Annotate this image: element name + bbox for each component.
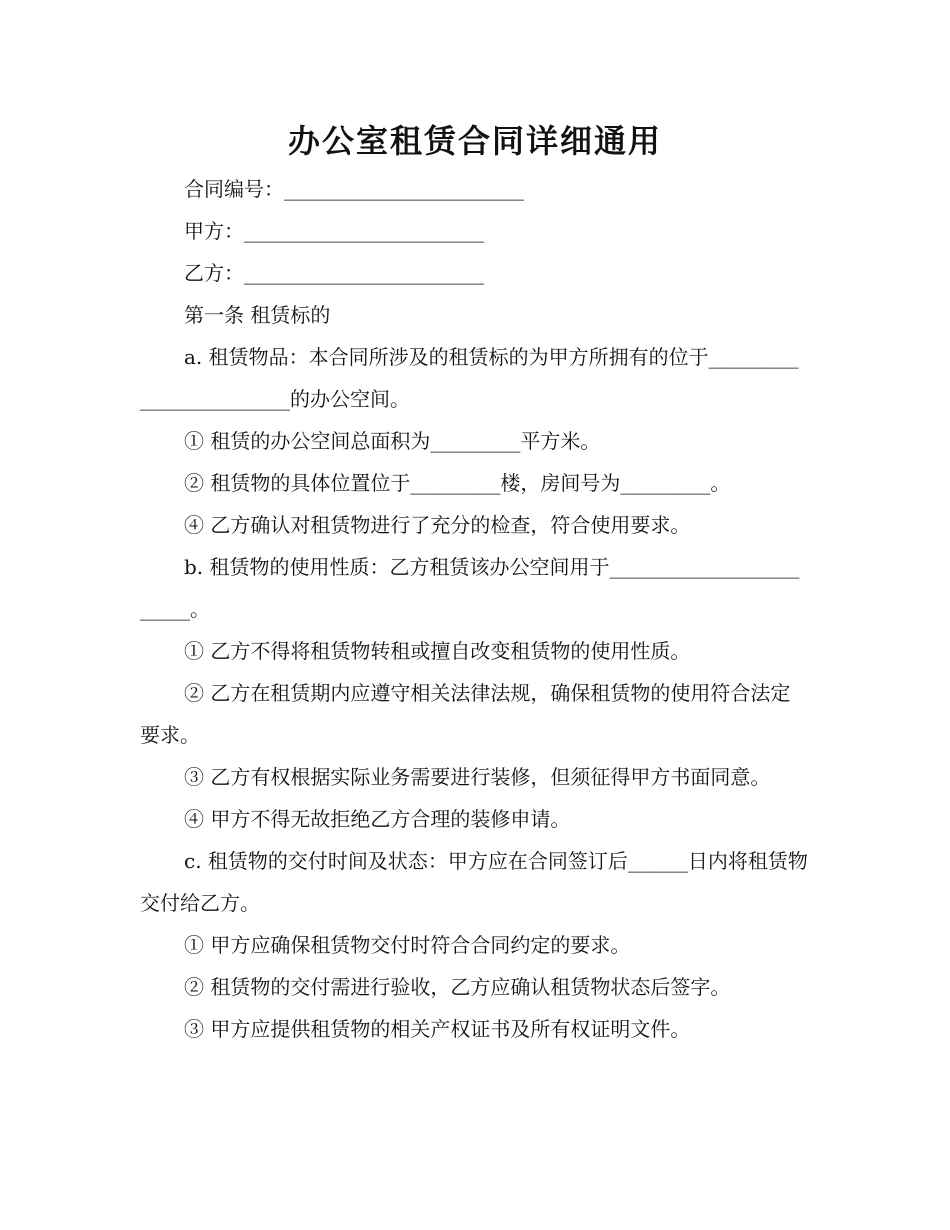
- clause-c-item-2: ② 租赁物的交付需进行验收，乙方应确认租赁物状态后签字。: [184, 975, 731, 999]
- clause-a: a. 租赁物品：本合同所涉及的租赁标的为甲方所拥有的位于________________________的办公空间。: [140, 345, 799, 411]
- clause-a-item-1: ① 租赁的办公空间总面积为_________平方米。: [184, 429, 601, 453]
- clause-b-item-2: ② 乙方在租赁期内应遵守相关法律法规，确保租赁物的使用符合法定要求。: [140, 681, 791, 747]
- clause-a-item-4: ④ 乙方确认对租赁物进行了充分的检查，符合使用要求。: [184, 513, 691, 537]
- article-heading: 第一条 租赁标的: [184, 303, 331, 327]
- contract-number-line: 合同编号：________________________: [184, 177, 524, 201]
- clause-b: b. 租赁物的使用性质：乙方租赁该办公空间用于________________________。: [140, 555, 800, 621]
- clause-b-item-3: ③ 乙方有权根据实际业务需要进行装修，但须征得甲方书面同意。: [184, 765, 771, 789]
- clause-a-item-2: ② 租赁物的具体位置位于_________楼，房间号为_________。: [184, 471, 731, 495]
- clause-c-item-3: ③ 甲方应提供租赁物的相关产权证书及所有权证明文件。: [184, 1017, 691, 1041]
- clause-c-item-1: ① 甲方应确保租赁物交付时符合合同约定的要求。: [184, 933, 631, 957]
- party-a-line: 甲方：________________________: [184, 219, 484, 243]
- document-body: [140, 168, 808, 1050]
- party-b-line: 乙方：________________________: [184, 261, 484, 285]
- document-title: 办公室租赁合同详细通用: [287, 122, 662, 161]
- clause-b-item-4: ④ 甲方不得无故拒绝乙方合理的装修申请。: [184, 807, 571, 831]
- clause-b-item-1: ① 乙方不得将租赁物转租或擅自改变租赁物的使用性质。: [184, 639, 691, 663]
- clause-c: c. 租赁物的交付时间及状态：甲方应在合同签订后______日内将租赁物交付给乙方。: [140, 849, 808, 915]
